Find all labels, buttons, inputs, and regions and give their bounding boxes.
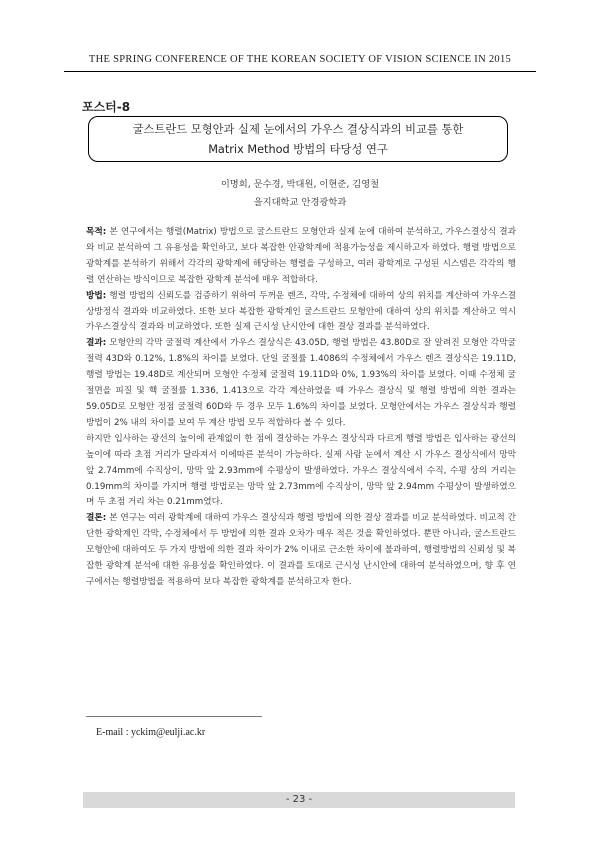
section-label: 결과: xyxy=(86,338,107,349)
header-rule xyxy=(64,71,536,72)
page-number: - 23 - xyxy=(83,792,515,808)
title-line-1: 굴스트란드 모형안과 실제 눈에서의 가우스 결상식과의 비교를 통한 xyxy=(132,123,464,136)
running-header: THE SPRING CONFERENCE OF THE KOREAN SOCIETY OF VISION SCIENCE IN 2015 xyxy=(88,54,512,65)
section-label: 방법: xyxy=(86,290,107,301)
section-text: 모형안의 각막 굴절력 계산에서 가우스 결상식은 43.05D, 행렬 방법은 43.80D로 잘 알려진 모형안 각막굴절력 43D와 0.12%, 1.8%의 차이를 보였다. 단일 굴절률 1.4086의 수정체에서 가우스 렌즈 결상식은 19.11D, 행렬 방법는 19.48D로 계산되며 모형안 수정체 굴절력 19.11D와 0%, 1.93%의 차이를 보였다. 이때 수정체 굴절면을 피질 및 핵 굴절률 1.336, 1.413으로 각각 계산하였을 때 가우스 결상식 및 행렬 방법에 의한 결과는 59.05D로 모형안 정점 굴절력 60D와 두 경우 모두 1.6%의 차이를 보였다. 모형안에서는 가우스 결상식과 행렬 방법이 2% 내의 차이를 보여 두 계산 방법 모두 적합하다 볼 수 있다. 하지만 입사하는 광선의 높이에 관계없이 한 점에 결상하는 가우스 결상식과 다르게 행렬 방법은 입사하는 광선의 높이에 따라 초점 거리가 달라져서 이에따른 분석이 가능하다. 실제 사람 눈에서 계산 시 가우스 결상식에서 망막 앞 2.74mm에 수직상이, 망막 앞 2.93mm에 수평상이 발생하였다. 가우스 결상식에서 수직, 수평 상의 거리는 0.19mm의 차이를 가지며 행렬 방법로는 망막 앞 2.73mm에 수직상이, 망막 앞 2.94mm 수평상이 발생하였으며 두 초점 거리 차는 0.21mm였다. xyxy=(86,338,516,508)
section-text: 본 연구는 여러 광학계에 대하여 가우스 결상식과 행렬 방법에 의한 결상 결과를 비교 분석하였다. 비교적 간단한 광학계인 각막, 수정체에서 두 방법에 의한 결과 오차가 매우 적은 것을 확인하였다. 뿐만 아니라, 굴스트란드 모형안에 대하여도 두 가지 방법에 의한 결과 차이가 2% 이내로 근소한 차이에 불과하여, 행렬방법의 신뢰성 및 복잡한 광학계 분석에 대한 유용성을 확인하였다. 이 결과를 토대로 근시성 난시안에 대하여 분석하였으며, 향 후 연구에서는 행렬방법을 적용하여 보다 복잡한 광학계를 분석하고자 한다. xyxy=(86,513,516,587)
abstract-body xyxy=(86,225,516,591)
email-footnote: E-mail : yckim@eulji.ac.kr xyxy=(96,727,206,738)
title-line-2: Matrix Method 방법의 타당성 연구 xyxy=(208,143,388,156)
section-conclusion xyxy=(86,511,516,591)
affiliation: 을지대학교 안경광학과 xyxy=(253,197,347,208)
poster-label: 포스터-8 xyxy=(82,100,131,114)
footnote-rule xyxy=(86,716,262,717)
section-label: 결론: xyxy=(86,513,107,524)
authors: 이명희, 문수경, 박대원, 이현준, 김영철 xyxy=(220,179,380,190)
section-purpose xyxy=(86,225,516,289)
section-label: 목적: xyxy=(86,227,107,237)
title-box xyxy=(88,116,508,162)
section-text: 본 연구에서는 행렬(Matrix) 방법으로 굴스트란드 모형안과 실제 눈에 대하여 분석하고, 가우스결상식 결과와 비교 분석하여 그 유용성을 확인하고, 보다 복잡한 안광학계에 적용가능성을 제시하고자 하였다. 행렬 방법으로 광학계를 분석하기 위해서 각각의 광학계에 해당하는 행렬을 구성하고, 여러 광학계로 구성된 시스템은 각각의 행렬 연산하는 방식이므로 복잡한 광학계 분석에 매우 적합하다. xyxy=(86,227,516,285)
section-method xyxy=(86,289,516,337)
section-results xyxy=(86,336,516,511)
section-text: 행렬 방법의 신뢰도를 검증하기 위하여 두꺼운 렌즈, 각막, 수정체에 대하여 상의 위치를 계산하여 가우스결상방정식 결과와 비교하였다. 또한 보다 복잡한 광학계인 굴스트란드 모형안에 대하여 상의 위치를 계산하고 역시 가우스결상식 결과와 비교하였다. 또한 실제 근시성 난시안에 대한 결상 결과를 분석하였다. xyxy=(86,290,516,333)
